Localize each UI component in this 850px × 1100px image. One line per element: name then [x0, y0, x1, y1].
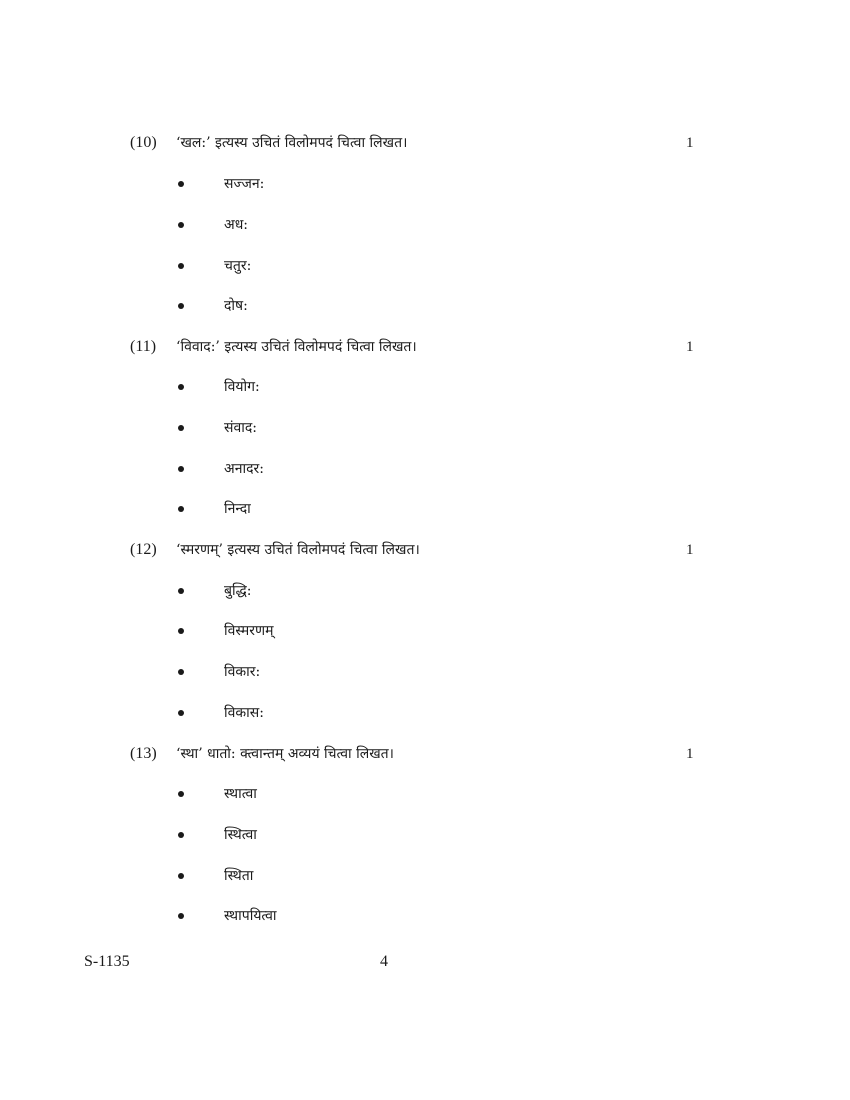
- question-text: ‘स्मरणम्’ इत्यस्य उचितं विलोमपदं चित्वा लिखत।: [176, 542, 420, 558]
- bullet-icon: [178, 425, 184, 431]
- paper-code: S-1135: [84, 953, 130, 970]
- question-text: ‘विवाद:’ इत्यस्य उचितं विलोमपदं चित्वा लिखत।: [176, 339, 417, 355]
- option-10-c: [0, 256, 850, 276]
- option-11-d: [0, 499, 850, 519]
- bullet-icon: [178, 628, 184, 634]
- option-10-d: [0, 296, 850, 316]
- question-marks: 1: [686, 746, 694, 762]
- option-text: बुद्धि:: [224, 583, 252, 599]
- option-12-c: [0, 662, 850, 682]
- option-12-b: [0, 621, 850, 641]
- option-text: वियोग:: [224, 379, 260, 395]
- option-text: निन्दा: [224, 501, 251, 517]
- bullet-icon: [178, 588, 184, 594]
- option-text: विकार:: [224, 664, 261, 680]
- option-text: अनादर:: [224, 461, 264, 477]
- option-13-b: [0, 825, 850, 845]
- option-13-c: [0, 866, 850, 886]
- option-11-b: [0, 418, 850, 438]
- bullet-icon: [178, 913, 184, 919]
- option-11-a: [0, 377, 850, 397]
- option-text: स्थापयित्वा: [224, 908, 277, 924]
- option-text: चतुर:: [224, 258, 252, 274]
- bullet-icon: [178, 791, 184, 797]
- question-number: (12): [130, 541, 157, 558]
- bullet-icon: [178, 710, 184, 716]
- option-text: विस्मरणम्: [224, 623, 274, 639]
- option-text: स्थात्वा: [224, 786, 257, 802]
- option-10-b: [0, 215, 850, 235]
- question-text: ‘खल:’ इत्यस्य उचितं विलोमपदं चित्वा लिखत।: [176, 135, 408, 151]
- option-text: स्थित्वा: [224, 827, 257, 843]
- bullet-icon: [178, 832, 184, 838]
- bullet-icon: [178, 303, 184, 309]
- bullet-icon: [178, 263, 184, 269]
- question-marks: 1: [686, 135, 694, 151]
- question-text: ‘स्था’ धातो: क्त्वान्तम् अव्ययं चित्वा लिखत।: [176, 746, 394, 762]
- option-text: दोष:: [224, 298, 248, 314]
- option-text: अध:: [224, 217, 249, 233]
- bullet-icon: [178, 181, 184, 187]
- option-text: स्थिता: [224, 868, 254, 884]
- question-number: (10): [130, 134, 157, 151]
- option-12-d: [0, 703, 850, 723]
- question-marks: 1: [686, 542, 694, 558]
- bullet-icon: [178, 669, 184, 675]
- bullet-icon: [178, 506, 184, 512]
- bullet-icon: [178, 466, 184, 472]
- question-number: (11): [130, 338, 157, 355]
- option-12-a: [0, 581, 850, 601]
- option-13-a: [0, 784, 850, 804]
- question-marks: 1: [686, 339, 694, 355]
- option-13-d: [0, 906, 850, 926]
- question-number: (13): [130, 745, 157, 762]
- option-text: संवाद:: [224, 420, 258, 436]
- option-text: सज्जन:: [224, 176, 265, 192]
- bullet-icon: [178, 384, 184, 390]
- page-number: 4: [380, 953, 388, 970]
- option-text: विकास:: [224, 705, 264, 721]
- option-10-a: [0, 174, 850, 194]
- bullet-icon: [178, 873, 184, 879]
- bullet-icon: [178, 222, 184, 228]
- option-11-c: [0, 459, 850, 479]
